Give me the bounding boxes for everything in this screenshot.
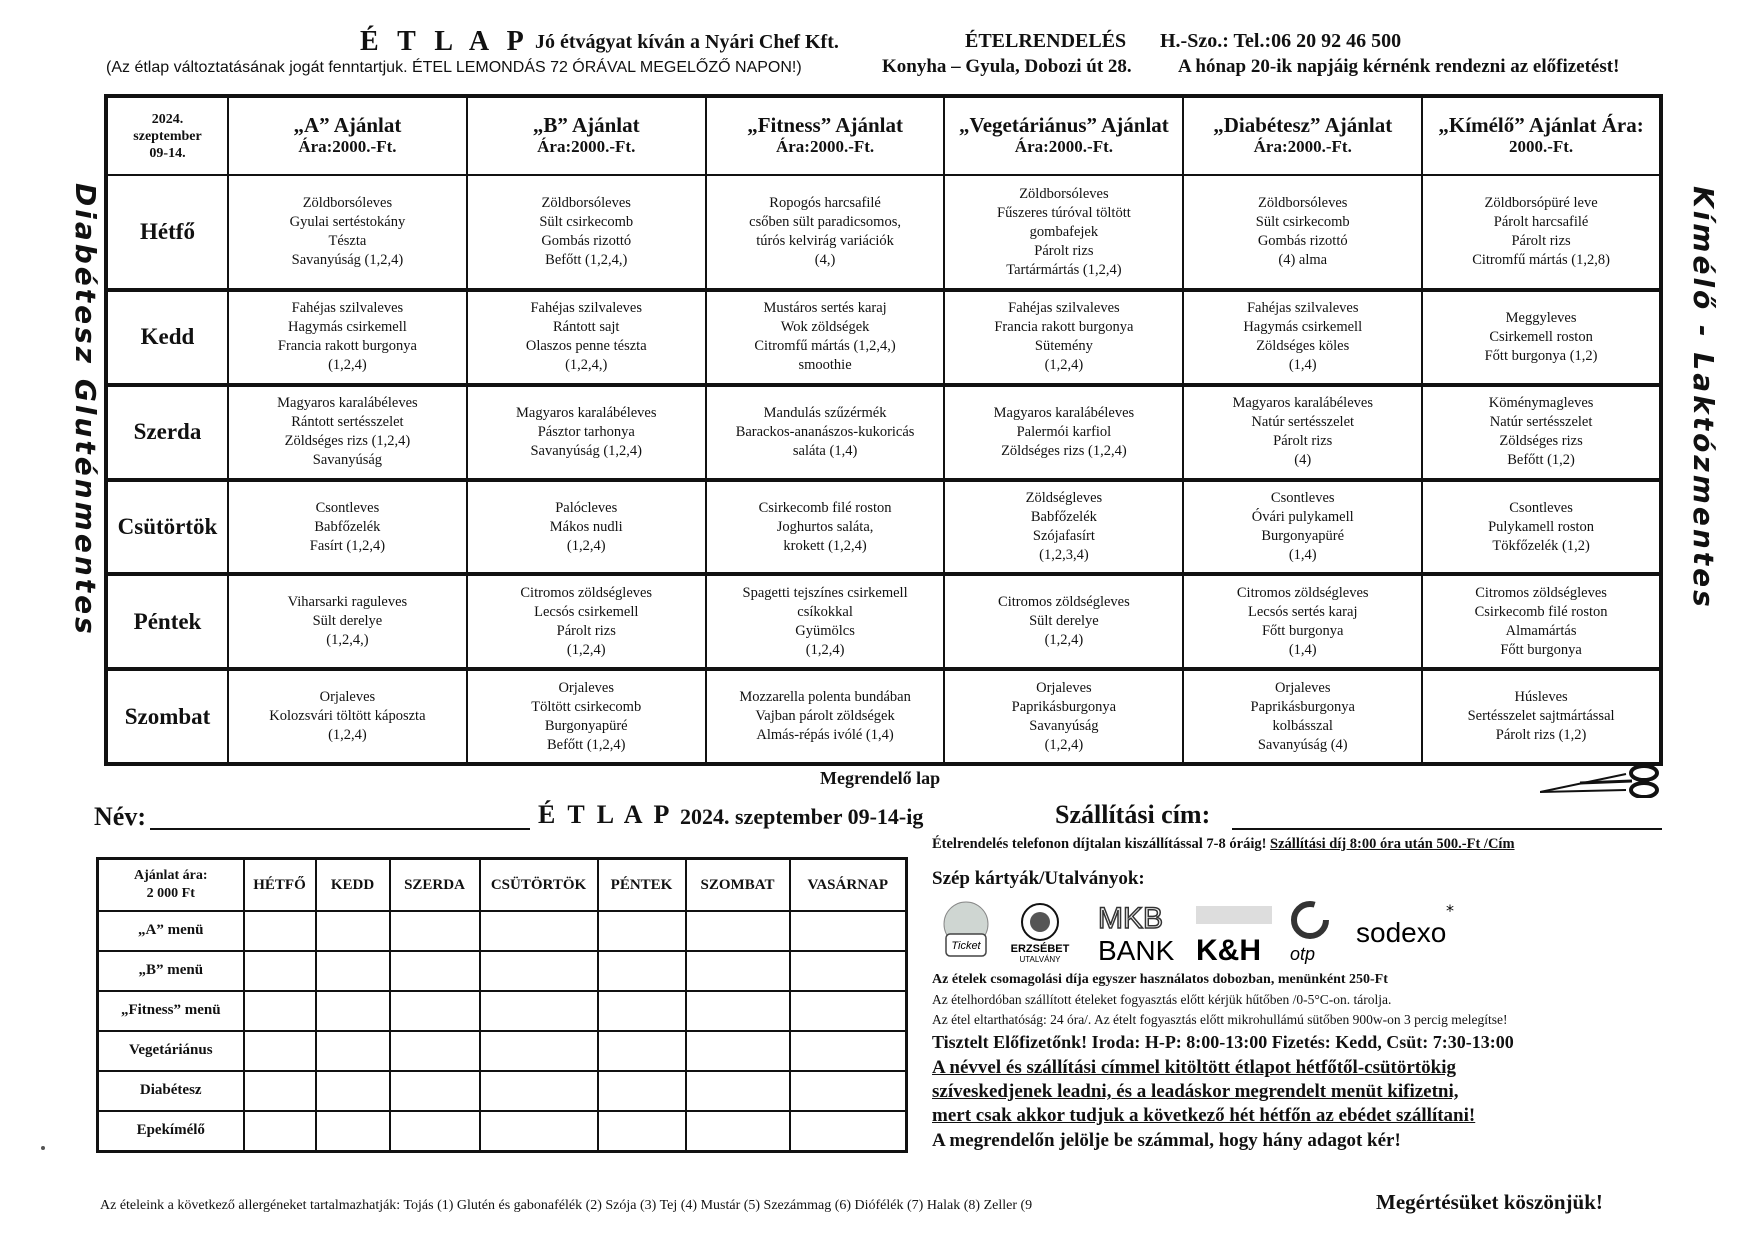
side-label-left: Diabétesz Gluténmentes [69, 183, 102, 637]
order-quantity-cell[interactable] [480, 1111, 598, 1152]
dish-cell-fitness [706, 385, 945, 480]
dish-cell-diabetic [1183, 290, 1422, 385]
dish-line: Fahéjas szilvaleves [530, 300, 643, 317]
dish-line: Párolt rizs [556, 622, 616, 639]
dish-line: Savanyúság (4) [1257, 736, 1348, 753]
dish-line: Zöldborsóleves [302, 195, 393, 212]
dish-line: Rántott sertésszelet [291, 414, 404, 431]
order-quantity-cell[interactable] [598, 1111, 686, 1152]
payment-deadline: A hónap 20-ik napjáig kérnénk rendezni az előfizetést! [1178, 56, 1620, 77]
dish-line: Gombás rizottó [541, 233, 632, 250]
dish-line: Sült derelye [312, 613, 383, 630]
dish-line: (1,2,4) [1044, 632, 1084, 649]
address-label: Szállítási cím: [1055, 800, 1211, 829]
dish-line: Zöldséges rizs [1499, 433, 1583, 450]
offer-header-gentle: „Kímélő” Ajánlat Ára: 2000.-Ft. [1422, 96, 1661, 175]
dish-line: Csirkemell roston [1489, 328, 1593, 345]
dish-line: Wok zöldségek [780, 319, 870, 336]
dish-line: Almamártás [1505, 622, 1577, 639]
order-quantity-cell[interactable] [316, 1031, 390, 1071]
order-label: ÉTELRENDELÉS [965, 30, 1127, 52]
dish-line: (1,2,4) [1044, 357, 1084, 374]
dish-line: Tészta [328, 233, 367, 250]
dish-line: Csirkecomb filé roston [1474, 603, 1608, 620]
dish-cell-gentle [1422, 290, 1661, 385]
dish-line: Babfőzelék [314, 518, 381, 535]
svg-text:UTALVÁNY: UTALVÁNY [1019, 955, 1061, 964]
dish-line: Francia rakott burgonya [994, 319, 1134, 336]
svg-text:Ticket: Ticket [951, 940, 981, 952]
dish-cell-gentle [1422, 669, 1661, 764]
order-quantity-cell[interactable] [790, 1031, 907, 1071]
order-quantity-cell[interactable] [390, 1111, 480, 1152]
order-row [98, 951, 907, 991]
menu-row-1 [106, 290, 1661, 385]
dish-line: Palermói karfiol [1016, 423, 1112, 440]
dish-cell-fitness [706, 480, 945, 575]
order-day-header: SZOMBAT [686, 859, 790, 912]
dish-line: Citromos zöldségleves [520, 584, 653, 601]
offer-header-diabetic: „Diabétesz” Ajánlat Ára:2000.-Ft. [1183, 96, 1422, 175]
order-quantity-cell[interactable] [686, 1031, 790, 1071]
menu-row-2 [106, 385, 1661, 480]
dish-line: Savanyúság [312, 452, 383, 469]
dish-line: csíkokkal [797, 603, 853, 620]
dish-line: Sült csirkecomb [1255, 214, 1350, 231]
dish-line: Befőtt (1,2,4) [546, 736, 626, 753]
dish-cell-a [228, 385, 467, 480]
dish-line: Orjaleves [558, 679, 615, 696]
svg-text:K&H: K&H [1196, 934, 1261, 964]
dish-line: túrós kelvirág variációk [756, 233, 894, 250]
dish-line: Párolt rizs [1034, 242, 1094, 259]
dish-line: (4) alma [1278, 252, 1328, 269]
order-week-title: É T L A P [538, 800, 673, 829]
dish-cell-vegetarian [944, 290, 1183, 385]
dish-cell-fitness [706, 290, 945, 385]
dish-line: Főtt burgonya (1,2) [1484, 347, 1598, 364]
dish-cell-a [228, 175, 467, 290]
order-quantity-cell[interactable] [480, 1031, 598, 1071]
order-quantity-cell[interactable] [316, 1111, 390, 1152]
side-label-right: Kímélő - Laktózmentes [1687, 186, 1720, 610]
order-quantity-cell[interactable] [244, 951, 316, 991]
dish-line: Spagetti tejszínes csirkemell [742, 584, 908, 601]
dish-line: Savanyúság (1,2,4) [530, 442, 643, 459]
dish-cell-a [228, 574, 467, 669]
menu-date: 2024. szeptember 09-14. [106, 96, 228, 175]
dish-line: Francia rakott burgonya [277, 338, 417, 355]
dish-cell-b [467, 574, 706, 669]
dish-line: Natúr sertésszelet [1489, 414, 1593, 431]
dish-line: (1,2,4) [1044, 736, 1084, 753]
dish-line: Viharsarki raguleves [287, 594, 408, 611]
dish-line: kolbásszal [1272, 717, 1333, 734]
order-quantity-cell[interactable] [686, 1071, 790, 1111]
dish-line: Lecsós sertés karaj [1247, 603, 1358, 620]
dish-line: smoothie [798, 357, 852, 374]
scissors-icon [1540, 764, 1670, 798]
order-quantity-cell[interactable] [244, 1111, 316, 1152]
dish-cell-b [467, 175, 706, 290]
cards-title: Szép kártyák/Utalványok: [932, 868, 1145, 889]
dish-line: Savanyúság (1,2,4) [291, 252, 404, 269]
dish-line: Gyulai sertéstokány [289, 214, 406, 231]
dish-line: Barackos-ananászos-kukoricás [735, 423, 915, 440]
dish-line: Zöldborsóleves [541, 195, 631, 212]
voucher-logos [938, 898, 1478, 964]
order-day-header: VASÁRNAP [790, 859, 907, 912]
dish-cell-vegetarian [944, 385, 1183, 480]
day-label: Kedd [106, 290, 228, 385]
dish-line: Befőtt (1,2) [1507, 452, 1575, 469]
dish-cell-diabetic [1183, 669, 1422, 764]
offer-header-fitness: „Fitness” Ajánlat Ára:2000.-Ft. [706, 96, 945, 175]
dish-line: Mozzarella polenta bundában [739, 689, 911, 706]
dish-line: Fahéjas szilvaleves [1246, 300, 1359, 317]
order-day-header: PÉNTEK [598, 859, 686, 912]
order-day-header: HÉTFŐ [244, 859, 316, 912]
dish-cell-b [467, 480, 706, 575]
day-label: Csütörtök [106, 480, 228, 575]
page-title: É T L A P [360, 26, 530, 57]
dish-line: Babfőzelék [1030, 509, 1097, 526]
mkb-bank-logo-icon [1098, 902, 1175, 964]
order-menu-label: Vegetáriánus [98, 1031, 244, 1071]
dish-line: Citromos zöldségleves [1236, 584, 1369, 601]
order-menu-label: „Fitness” menü [98, 991, 244, 1031]
order-menu-label: „B” menü [98, 951, 244, 991]
dish-line: Fahéjas szilvaleves [1008, 300, 1120, 317]
dish-line: (1,2,4) [566, 537, 606, 554]
dish-line: Lecsós csirkemell [534, 603, 639, 620]
dish-line: Citromos zöldségleves [1475, 584, 1607, 601]
dish-cell-diabetic [1183, 480, 1422, 575]
dish-cell-diabetic [1183, 574, 1422, 669]
order-quantity-cell[interactable] [390, 1031, 480, 1071]
dish-line: Citromos zöldségleves [998, 594, 1130, 611]
dish-line: Magyaros karalábéleves [515, 404, 657, 421]
dish-line: (1,2,4) [566, 641, 606, 658]
order-quantity-cell[interactable] [480, 911, 598, 951]
dish-line: Mákos nudli [549, 518, 623, 535]
dish-line: (4) [1294, 452, 1312, 469]
mark-instructions: A megrendelőn jelölje be számmal, hogy hány adagot kér! [932, 1130, 1401, 1151]
dish-line: Vajban párolt zöldségek [755, 708, 895, 725]
order-quantity-cell[interactable] [316, 911, 390, 951]
dish-line: (1,4) [1288, 641, 1317, 658]
dish-line: Zöldséges rizs (1,2,4) [284, 433, 411, 450]
dish-line: Befőtt (1,2,4,) [545, 252, 628, 269]
order-day-header: SZERDA [390, 859, 480, 912]
order-row [98, 1031, 907, 1071]
day-label: Szerda [106, 385, 228, 480]
order-quantity-cell[interactable] [598, 1071, 686, 1111]
menu-row-5 [106, 669, 1661, 764]
dish-cell-b [467, 290, 706, 385]
order-quantity-cell[interactable] [686, 991, 790, 1031]
order-quantity-cell[interactable] [686, 1111, 790, 1152]
order-quantity-cell[interactable] [390, 1071, 480, 1111]
order-quantity-cell[interactable] [790, 1111, 907, 1152]
svg-text:BANK: BANK [1098, 935, 1175, 964]
dish-line: Kolozsvári töltött káposzta [269, 708, 426, 725]
dish-line: Sertésszelet sajtmártással [1467, 708, 1615, 725]
dish-line: krokett (1,2,4) [783, 537, 867, 554]
dish-line: Savanyúság [1029, 717, 1099, 734]
dish-line: Joghurtos saláta, [776, 518, 874, 535]
dish-line: Csontleves [1509, 499, 1573, 516]
dish-cell-a [228, 290, 467, 385]
order-quantity-cell[interactable] [598, 991, 686, 1031]
otp-logo-icon [1290, 904, 1326, 964]
dish-line: Zöldborsóleves [1258, 195, 1348, 212]
order-quantity-cell[interactable] [390, 911, 480, 951]
dish-line: (1,4) [1288, 547, 1317, 564]
sodexo-logo-icon [1356, 901, 1454, 948]
dish-cell-gentle [1422, 480, 1661, 575]
order-quantity-cell[interactable] [790, 1071, 907, 1111]
dish-line: Paprikásburgonya [1011, 698, 1117, 715]
dish-line: Hagymás csirkemell [288, 319, 407, 336]
dish-cell-gentle [1422, 175, 1661, 290]
dish-line: Tartármártás (1,2,4) [1006, 261, 1122, 278]
dish-line: Burgonyapüré [544, 717, 628, 734]
order-quantity-cell[interactable] [598, 911, 686, 951]
order-quantity-cell[interactable] [790, 991, 907, 1031]
order-quantity-cell[interactable] [316, 951, 390, 991]
dish-line: (4,) [814, 252, 836, 269]
shelf-life-info: Az étel eltarthatóság: 24 óra/. Az ételt fogyasztás előtt mikrohullámú sütőben 900w-on 3 percig melegítse! [932, 1012, 1508, 1027]
thanks-note: Megértésüket köszönjük! [1376, 1190, 1603, 1214]
day-label: Hétfő [106, 175, 228, 290]
order-quantity-cell[interactable] [790, 951, 907, 991]
svg-text:ERZSÉBET: ERZSÉBET [1010, 943, 1070, 955]
erzsebet-logo-icon [1011, 904, 1070, 964]
order-day-header: CSÜTÖRTÖK [480, 859, 598, 912]
dish-line: Paprikásburgonya [1250, 698, 1355, 715]
office-hours: Tisztelt Előfizetőnk! Iroda: H-P: 8:00-13:00 Fizetés: Kedd, Csüt: 7:30-13:00 [932, 1032, 1514, 1052]
dish-line: Párolt rizs [1273, 433, 1333, 450]
dish-line: Zöldborsóleves [1019, 185, 1109, 202]
change-note: (Az étlap változtatásának jogát fenntartjuk. ÉTEL LEMONDÁS 72 ÓRÁVAL MEGELŐZŐ NAPON!) [106, 59, 802, 76]
dish-line: Sült csirkecomb [539, 214, 634, 231]
order-quantity-cell[interactable] [686, 951, 790, 991]
dish-line: saláta (1,4) [792, 442, 858, 459]
order-quantity-cell[interactable] [686, 911, 790, 951]
dish-line: Ropogós harcsafilé [769, 195, 881, 212]
order-quantity-cell[interactable] [244, 1031, 316, 1071]
kh-logo-icon [1196, 906, 1272, 964]
dish-line: Gombás rizottó [1257, 233, 1348, 250]
weekly-menu-table [104, 94, 1663, 766]
dish-line: Párolt harcsafilé [1493, 214, 1589, 231]
dish-line: gombafejek [1029, 223, 1099, 240]
dish-line: Orjaleves [1036, 679, 1092, 696]
dish-line: Köménymagleves [1488, 395, 1594, 412]
ticket-logo-icon [944, 902, 988, 956]
dish-line: Párolt rizs [1511, 233, 1571, 250]
dish-cell-vegetarian [944, 669, 1183, 764]
dish-cell-b [467, 385, 706, 480]
dish-line: Citromfű mártás (1,2,8) [1472, 252, 1610, 269]
phone-info: H.-Szo.: Tel.:06 20 92 46 500 [1160, 30, 1402, 52]
order-quantity-cell[interactable] [390, 951, 480, 991]
order-row [98, 1111, 907, 1152]
day-label: Szombat [106, 669, 228, 764]
dish-line: Szójafasírt [1032, 528, 1095, 545]
dish-line: Magyaros karalábéleves [277, 395, 418, 412]
svg-text:*: * [1446, 901, 1454, 920]
dish-line: Fahéjas szilvaleves [291, 300, 404, 317]
dish-line: Pulykamell roston [1488, 518, 1595, 535]
dish-cell-fitness [706, 175, 945, 290]
dish-line: Almás-répás ivólé (1,4) [756, 727, 894, 744]
dish-line: Orjaleves [319, 689, 376, 706]
order-quantity-cell[interactable] [480, 1071, 598, 1111]
dish-line: csőben sült paradicsomos, [749, 214, 901, 231]
dish-line: Meggyleves [1505, 309, 1577, 326]
dish-line: Csirkecomb filé roston [758, 499, 892, 516]
dish-cell-gentle [1422, 385, 1661, 480]
dish-line: Tökfőzelék (1,2) [1492, 537, 1590, 554]
order-row [98, 991, 907, 1031]
dish-line: Fasírt (1,2,4) [309, 537, 386, 554]
order-quantity-cell[interactable] [244, 1071, 316, 1111]
dish-line: Zöldborsópüré leve [1484, 195, 1598, 212]
svg-text:otp: otp [1290, 944, 1316, 964]
dish-cell-gentle [1422, 574, 1661, 669]
dish-line: (1,2,4,) [565, 357, 608, 374]
dish-line: (1,2,4) [328, 727, 367, 744]
order-quantity-cell[interactable] [316, 991, 390, 1031]
dish-line: Főtt burgonya [1500, 641, 1582, 658]
order-quantity-cell[interactable] [480, 991, 598, 1031]
dish-line: Csontleves [315, 499, 380, 516]
offer-header-b: „B” Ajánlat Ára:2000.-Ft. [467, 96, 706, 175]
menu-row-3 [106, 480, 1661, 575]
order-quantity-cell[interactable] [598, 1031, 686, 1071]
scan-speck [41, 1146, 45, 1150]
dish-line: Húsleves [1514, 689, 1568, 706]
day-label: Péntek [106, 574, 228, 669]
submit-instructions: A névvel és szállítási címmel kitöltött étlapot hétfőtől-csütörtökig szíveskedjenek leadni, és a leadáskor megrendelt menüt kifizetni, mert csak akkor tudjuk a következő hét hétfőn az ebédet szállítani! [932, 1057, 1476, 1126]
dish-line: (1,2,4) [805, 641, 845, 658]
delivery-info: Ételrendelés telefonon díjtalan kiszállítással 7-8 óráig! Szállítási díj 8:00 óra után 500.-Ft /Cím [932, 836, 1515, 852]
storage-info: Az ételhordóban szállított ételeket fogyasztás előtt kérjük hűtőben /0-5°C-on. tárolja. [932, 992, 1392, 1007]
dish-line: Főtt burgonya [1261, 622, 1344, 639]
dish-cell-fitness [706, 574, 945, 669]
order-menu-label: Epekímélő [98, 1111, 244, 1152]
dish-line: Olaszos penne tészta [525, 338, 647, 355]
dish-line: Rántott sajt [553, 319, 620, 336]
dish-line: Sült derelye [1029, 613, 1099, 630]
dish-line: Magyaros karalábéleves [993, 404, 1135, 421]
packaging-info: Az ételek csomagolási díja egyszer használatos dobozban, menünként 250-Ft [932, 972, 1388, 987]
offer-header-vegetarian: „Vegetáriánus” Ajánlat Ára:2000.-Ft. [944, 96, 1183, 175]
offer-header-a: „A” Ajánlat Ára:2000.-Ft. [228, 96, 467, 175]
dish-cell-a [228, 669, 467, 764]
order-menu-label: Diabétesz [98, 1071, 244, 1111]
order-quantity-cell[interactable] [244, 991, 316, 1031]
dish-cell-vegetarian [944, 175, 1183, 290]
order-row [98, 911, 907, 951]
name-input-line[interactable] [150, 828, 530, 830]
order-day-header: KEDD [316, 859, 390, 912]
order-quantity-cell[interactable] [480, 951, 598, 991]
dish-cell-diabetic [1183, 385, 1422, 480]
dish-cell-fitness [706, 669, 945, 764]
menu-row-0 [106, 175, 1661, 290]
dish-cell-a [228, 480, 467, 575]
dish-line: Zöldségleves [1025, 490, 1103, 507]
price-corner: Ajánlat ára: 2 000 Ft [98, 859, 244, 912]
dish-line: Hagymás csirkemell [1243, 319, 1363, 336]
dish-line: Palócleves [555, 499, 618, 516]
dish-line: (1,4) [1288, 357, 1317, 374]
dish-line: Mandulás szűzérmék [763, 404, 887, 421]
order-quantity-cell[interactable] [316, 1071, 390, 1111]
dish-line: Citromfű mártás (1,2,4,) [754, 338, 896, 355]
dish-line: Magyaros karalábéleves [1232, 395, 1373, 412]
name-label: Név: [94, 802, 146, 831]
dish-line: Fűszeres túróval töltött [997, 204, 1131, 221]
address-input-line[interactable] [1232, 828, 1662, 830]
order-sheet-title: Megrendelő lap [820, 768, 941, 788]
dish-line: Pásztor tarhonya [537, 423, 635, 440]
order-quantity-cell[interactable] [244, 911, 316, 951]
dish-line: Óvári pulykamell [1251, 509, 1354, 526]
order-form-table [96, 857, 908, 1153]
svg-text:sodexo: sodexo [1356, 917, 1447, 948]
svg-text:MKB: MKB [1098, 902, 1164, 935]
dish-line: Burgonyapüré [1261, 528, 1345, 545]
dish-line: Orjaleves [1274, 679, 1331, 696]
order-quantity-cell[interactable] [598, 951, 686, 991]
dish-cell-b [467, 669, 706, 764]
dish-line: Zöldséges rizs (1,2,4) [1001, 442, 1127, 459]
order-row [98, 1071, 907, 1111]
dish-cell-diabetic [1183, 175, 1422, 290]
menu-row-4 [106, 574, 1661, 669]
allergen-list: Az ételeink a következő allergéneket tartalmazhatják: Tojás (1) Glutén és gabonafélék (2) Szója (3) Tej (4) Mustár (5) Szezámmag (6) Diófélék (7) Halak (8) Zeller (9 [100, 1198, 1033, 1213]
dish-line: Sütemény [1034, 338, 1093, 355]
dish-line: Zöldséges köles [1256, 338, 1350, 355]
dish-line: (1,2,4) [328, 357, 367, 374]
dish-line: Gyümölcs [795, 622, 855, 639]
dish-line: Párolt rizs (1,2) [1495, 727, 1587, 744]
order-quantity-cell[interactable] [390, 991, 480, 1031]
order-menu-label: „A” menü [98, 911, 244, 951]
dish-line: Töltött csirkecomb [531, 698, 642, 715]
kitchen-address: Konyha – Gyula, Dobozi út 28. [882, 56, 1132, 77]
order-week-range: 2024. szeptember 09-14-ig [680, 804, 924, 829]
dish-line: (1,2,3,4) [1039, 547, 1089, 564]
dish-line: Csontleves [1270, 490, 1335, 507]
dish-line: (1,2,4,) [326, 632, 369, 649]
dish-line: Mustáros sertés karaj [763, 300, 887, 317]
dish-cell-vegetarian [944, 480, 1183, 575]
dish-line: Natúr sertésszelet [1251, 414, 1355, 431]
order-quantity-cell[interactable] [790, 911, 907, 951]
chef-slogan: Jó étvágyat kíván a Nyári Chef Kft. [535, 31, 839, 53]
dish-cell-vegetarian [944, 574, 1183, 669]
